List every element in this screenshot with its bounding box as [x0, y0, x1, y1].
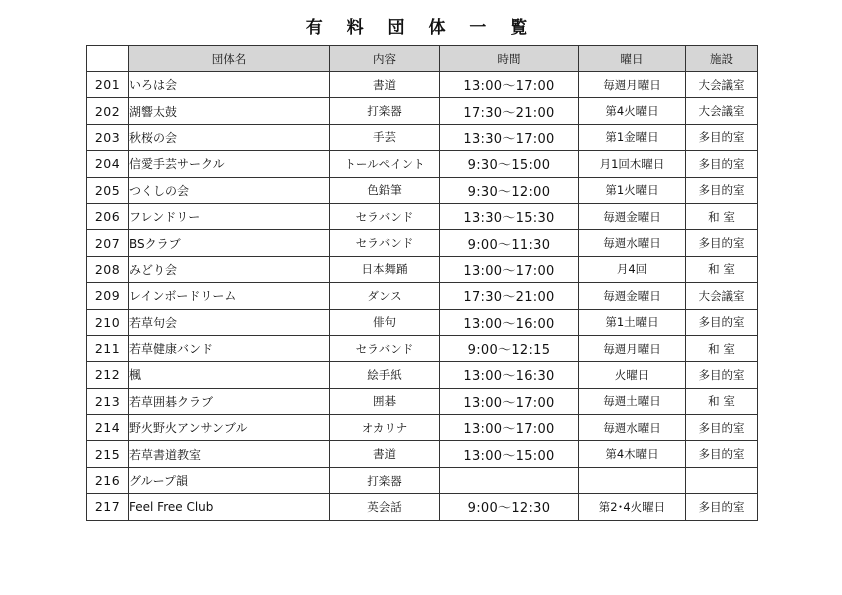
table-row [87, 335, 758, 361]
table-row [87, 230, 758, 256]
cell-day: 毎週水曜日 [579, 415, 686, 441]
cell-time: 13:00～15:00 [440, 441, 579, 467]
cell-number: 203 [87, 124, 129, 150]
cell-number: 201 [87, 72, 129, 98]
cell-facility [686, 467, 758, 493]
cell-content: 日本舞踊 [330, 256, 440, 282]
cell-number: 207 [87, 230, 129, 256]
cell-name: レインボードリーム [129, 283, 330, 309]
table-row [87, 494, 758, 520]
header-number [87, 46, 129, 72]
cell-day: 毎週月曜日 [579, 72, 686, 98]
cell-name: 湖響太鼓 [129, 98, 330, 124]
cell-time: 13:00～17:00 [440, 256, 579, 282]
cell-time: 13:00～17:00 [440, 415, 579, 441]
cell-number: 205 [87, 177, 129, 203]
cell-name: 秋桜の会 [129, 124, 330, 150]
header-name: 団体名 [129, 46, 330, 72]
cell-time: 13:30～15:30 [440, 203, 579, 229]
cell-time: 13:30～17:00 [440, 124, 579, 150]
cell-name: 若草句会 [129, 309, 330, 335]
cell-facility: 大会議室 [686, 72, 758, 98]
cell-time: 9:00～11:30 [440, 230, 579, 256]
table-row [87, 203, 758, 229]
table-row [87, 177, 758, 203]
cell-facility: 和 室 [686, 256, 758, 282]
cell-content: 手芸 [330, 124, 440, 150]
cell-facility: 大会議室 [686, 98, 758, 124]
cell-day: 第2･4火曜日 [579, 494, 686, 520]
cell-name: グループ韻 [129, 467, 330, 493]
cell-day: 月1回木曜日 [579, 151, 686, 177]
table-row [87, 388, 758, 414]
cell-name: 若草囲碁クラブ [129, 388, 330, 414]
cell-day [579, 467, 686, 493]
cell-facility: 多目的室 [686, 494, 758, 520]
cell-content: 書道 [330, 72, 440, 98]
cell-name: つくしの会 [129, 177, 330, 203]
cell-number: 208 [87, 256, 129, 282]
cell-content: 絵手紙 [330, 362, 440, 388]
table-row [87, 98, 758, 124]
table-row [87, 256, 758, 282]
cell-day: 第1火曜日 [579, 177, 686, 203]
cell-facility: 多目的室 [686, 177, 758, 203]
header-time: 時間 [440, 46, 579, 72]
cell-name: Feel Free Club [129, 494, 330, 520]
cell-time: 13:00～16:00 [440, 309, 579, 335]
cell-day: 第1金曜日 [579, 124, 686, 150]
group-table [86, 45, 758, 521]
cell-number: 212 [87, 362, 129, 388]
cell-facility: 大会議室 [686, 283, 758, 309]
cell-day: 月4回 [579, 256, 686, 282]
cell-time: 13:00～17:00 [440, 388, 579, 414]
header-content: 内容 [330, 46, 440, 72]
cell-time: 9:00～12:30 [440, 494, 579, 520]
cell-facility: 多目的室 [686, 415, 758, 441]
table-row [87, 309, 758, 335]
table-row [87, 467, 758, 493]
table-row [87, 124, 758, 150]
cell-facility: 多目的室 [686, 124, 758, 150]
cell-day: 毎週月曜日 [579, 335, 686, 361]
table-row [87, 415, 758, 441]
cell-facility: 和 室 [686, 203, 758, 229]
cell-number: 211 [87, 335, 129, 361]
cell-content: 囲碁 [330, 388, 440, 414]
cell-number: 216 [87, 467, 129, 493]
cell-content: セラバンド [330, 203, 440, 229]
table-row [87, 283, 758, 309]
cell-time: 13:00～17:00 [440, 72, 579, 98]
cell-number: 206 [87, 203, 129, 229]
table-row [87, 151, 758, 177]
table-row [87, 441, 758, 467]
table-body [87, 72, 758, 521]
cell-facility: 多目的室 [686, 362, 758, 388]
cell-day: 毎週金曜日 [579, 283, 686, 309]
cell-day: 第1土曜日 [579, 309, 686, 335]
cell-name: 野火野火アンサンブル [129, 415, 330, 441]
header-facility: 施設 [686, 46, 758, 72]
cell-name: みどり会 [129, 256, 330, 282]
cell-content: 色鉛筆 [330, 177, 440, 203]
cell-name: 楓 [129, 362, 330, 388]
cell-day: 第4火曜日 [579, 98, 686, 124]
cell-day: 第4木曜日 [579, 441, 686, 467]
cell-number: 209 [87, 283, 129, 309]
cell-facility: 和 室 [686, 388, 758, 414]
cell-number: 217 [87, 494, 129, 520]
cell-number: 214 [87, 415, 129, 441]
cell-name: 信愛手芸サークル [129, 151, 330, 177]
cell-day: 火曜日 [579, 362, 686, 388]
cell-number: 204 [87, 151, 129, 177]
cell-facility: 多目的室 [686, 230, 758, 256]
cell-facility: 多目的室 [686, 441, 758, 467]
page-title: 有 料 団 体 一 覧 [305, 18, 537, 38]
cell-facility: 多目的室 [686, 309, 758, 335]
table-header-row [87, 46, 758, 72]
cell-content: オカリナ [330, 415, 440, 441]
cell-name: 若草健康バンド [129, 335, 330, 361]
cell-time: 17:30～21:00 [440, 283, 579, 309]
cell-content: ダンス [330, 283, 440, 309]
table-row [87, 72, 758, 98]
cell-day: 毎週土曜日 [579, 388, 686, 414]
cell-name: BSクラブ [129, 230, 330, 256]
cell-name: フレンドリー [129, 203, 330, 229]
cell-number: 213 [87, 388, 129, 414]
cell-time: 13:00～16:30 [440, 362, 579, 388]
cell-time: 9:00～12:15 [440, 335, 579, 361]
cell-facility: 多目的室 [686, 151, 758, 177]
cell-number: 210 [87, 309, 129, 335]
cell-content: セラバンド [330, 230, 440, 256]
cell-day: 毎週水曜日 [579, 230, 686, 256]
cell-number: 202 [87, 98, 129, 124]
cell-time: 17:30～21:00 [440, 98, 579, 124]
cell-day: 毎週金曜日 [579, 203, 686, 229]
cell-content: 書道 [330, 441, 440, 467]
cell-content: 打楽器 [330, 98, 440, 124]
cell-number: 215 [87, 441, 129, 467]
cell-time [440, 467, 579, 493]
cell-content: 俳句 [330, 309, 440, 335]
cell-content: トールペイント [330, 151, 440, 177]
cell-content: セラバンド [330, 335, 440, 361]
cell-facility: 和 室 [686, 335, 758, 361]
cell-content: 英会話 [330, 494, 440, 520]
cell-time: 9:30～12:00 [440, 177, 579, 203]
header-day: 曜日 [579, 46, 686, 72]
cell-content: 打楽器 [330, 467, 440, 493]
cell-name: いろは会 [129, 72, 330, 98]
cell-time: 9:30～15:00 [440, 151, 579, 177]
cell-name: 若草書道教室 [129, 441, 330, 467]
table-row [87, 362, 758, 388]
